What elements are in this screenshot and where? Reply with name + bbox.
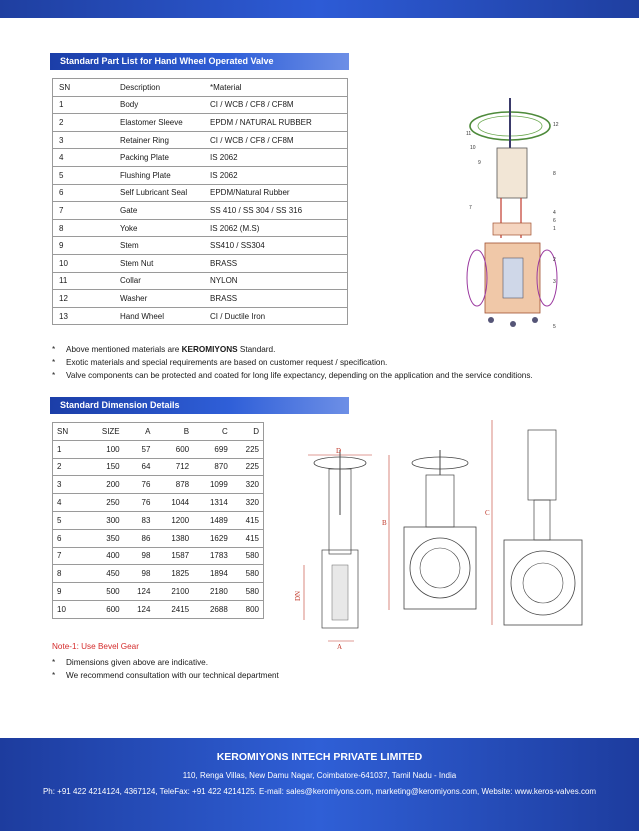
part-material: CI / Ductile Iron	[204, 307, 348, 325]
part-sn: SN	[53, 79, 115, 97]
part-sn: 13	[53, 307, 115, 325]
part-sn: 1	[53, 96, 115, 114]
callout-4: 4	[553, 210, 556, 216]
dim-sn: 7	[53, 547, 86, 565]
dim-b: 600	[154, 440, 193, 458]
company-address: 110, Renga Villas, New Damu Nagar, Coimbatore-641037, Tamil Nadu - India	[182, 771, 457, 780]
callout-1: 1	[553, 226, 556, 232]
dim-label-dn: DN	[294, 590, 302, 601]
parts-table-row	[53, 131, 348, 149]
parts-table-row	[53, 307, 348, 325]
part-material: IS 2062	[204, 166, 348, 184]
dim-size: 250	[85, 494, 124, 512]
parts-table-row	[53, 272, 348, 290]
dim-size: 150	[85, 458, 124, 476]
dimension-table-row	[53, 494, 264, 512]
dim-c: 1629	[193, 529, 232, 547]
part-material: EPDM/Natural Rubber	[204, 184, 348, 202]
dim-size: 450	[85, 565, 124, 583]
header-band	[0, 0, 639, 18]
dim-b: B	[154, 423, 193, 441]
dim-size: 300	[85, 511, 124, 529]
parts-table-row	[53, 114, 348, 132]
dim-c: 870	[193, 458, 232, 476]
part-description: Body	[114, 96, 204, 114]
dim-b: 1200	[154, 511, 193, 529]
part-material: SS410 / SS304	[204, 237, 348, 255]
part-sn: 7	[53, 202, 115, 220]
parts-table	[52, 78, 348, 325]
part-sn: 2	[53, 114, 115, 132]
dim-c: 2180	[193, 583, 232, 601]
part-description: Stem	[114, 237, 204, 255]
parts-table-row	[53, 149, 348, 167]
dim-size: 500	[85, 583, 124, 601]
part-description: Gate	[114, 202, 204, 220]
dim-b: 712	[154, 458, 193, 476]
part-material: NYLON	[204, 272, 348, 290]
dimension-table-row	[53, 600, 264, 618]
part-material: EPDM / NATURAL RUBBER	[204, 114, 348, 132]
dim-c: 1783	[193, 547, 232, 565]
dimension-table-row	[53, 547, 264, 565]
dim-d: 415	[232, 511, 264, 529]
dims-section-title: Standard Dimension Details	[50, 397, 349, 414]
dim-c: 1314	[193, 494, 232, 512]
part-sn: 9	[53, 237, 115, 255]
dim-c: 2688	[193, 600, 232, 618]
material-note-3: * Valve components can be protected and coated for long life expectancy, depending on the application and the service conditions.	[52, 371, 533, 380]
part-material: BRASS	[204, 254, 348, 272]
contact-line: Ph: +91 422 4214124, 4367124, TeleFax: +91 422 4214125. E-mail: sales@keromiyons.com, marketing@keromiyons.com, Website: www.keros-valves.com	[42, 787, 597, 796]
dim-sn: 5	[53, 511, 86, 529]
parts-table-row	[53, 96, 348, 114]
dimension-notes	[52, 640, 279, 682]
dimension-table-row	[53, 529, 264, 547]
dim-c: 1894	[193, 565, 232, 583]
dim-a: 64	[124, 458, 155, 476]
dim-b: 1825	[154, 565, 193, 583]
part-sn: 3	[53, 131, 115, 149]
dim-c: C	[193, 423, 232, 441]
dim-b: 2415	[154, 600, 193, 618]
part-description: Elastomer Sleeve	[114, 114, 204, 132]
dim-b: 1044	[154, 494, 193, 512]
part-sn: 10	[53, 254, 115, 272]
dim-a: 124	[124, 583, 155, 601]
dim-sn: 4	[53, 494, 86, 512]
dim-d: 415	[232, 529, 264, 547]
callout-labels	[455, 88, 570, 338]
dim-sn: 6	[53, 529, 86, 547]
dimension-table-header	[53, 423, 264, 441]
dim-b: 1587	[154, 547, 193, 565]
callout-8: 8	[553, 171, 556, 177]
dim-size: 200	[85, 476, 124, 494]
dim-a: 76	[124, 476, 155, 494]
dim-a: 124	[124, 600, 155, 618]
parts-table-row	[53, 202, 348, 220]
dim-label-a: A	[337, 643, 343, 651]
part-material: CI / WCB / CF8 / CF8M	[204, 96, 348, 114]
dim-size: 400	[85, 547, 124, 565]
dim-d: 225	[232, 458, 264, 476]
part-material: SS 410 / SS 304 / SS 316	[204, 202, 348, 220]
dimension-table-row	[53, 583, 264, 601]
parts-table-row	[53, 166, 348, 184]
dim-label-c: C	[485, 509, 490, 517]
dim-size: SIZE	[85, 423, 124, 441]
company-name: KEROMIYONS INTECH PRIVATE LIMITED	[216, 751, 423, 763]
dim-sn: 1	[53, 440, 86, 458]
dim-d: 800	[232, 600, 264, 618]
part-description: Flushing Plate	[114, 166, 204, 184]
material-note-2: * Exotic materials and special requirements are based on customer request / specification.	[52, 358, 388, 367]
part-description: Washer	[114, 290, 204, 308]
part-sn: 6	[53, 184, 115, 202]
dim-a: 57	[124, 440, 155, 458]
dim-d: 320	[232, 476, 264, 494]
callout-5: 5	[553, 324, 556, 330]
dimension-table-row	[53, 565, 264, 583]
parts-table-row	[53, 219, 348, 237]
dim-sn: 3	[53, 476, 86, 494]
dim-d: D	[232, 423, 264, 441]
part-sn: 8	[53, 219, 115, 237]
dimension-table-row	[53, 440, 264, 458]
material-note-1: * Above mentioned materials are KEROMIYONS Standard.	[52, 345, 276, 354]
dimension-note-2: * We recommend consultation with our technical department	[52, 671, 279, 680]
dim-size: 600	[85, 600, 124, 618]
parts-table-row	[53, 290, 348, 308]
part-description: Packing Plate	[114, 149, 204, 167]
dim-sn: 9	[53, 583, 86, 601]
part-material: BRASS	[204, 290, 348, 308]
dim-c: 699	[193, 440, 232, 458]
part-sn: 5	[53, 166, 115, 184]
part-description: Hand Wheel	[114, 307, 204, 325]
dim-label-d: D	[336, 447, 342, 455]
brand-name: KEROMIYONS	[181, 345, 238, 354]
dimension-note-1: * Dimensions given above are indicative.	[52, 658, 208, 667]
callout-12: 12	[553, 122, 559, 128]
dim-b: 1380	[154, 529, 193, 547]
part-material: IS 2062 (M.S)	[204, 219, 348, 237]
parts-table-header	[53, 79, 348, 97]
material-notes	[52, 343, 533, 382]
dim-c: 1489	[193, 511, 232, 529]
parts-table-row	[53, 254, 348, 272]
part-sn: 11	[53, 272, 115, 290]
dim-b: 2100	[154, 583, 193, 601]
callout-9: 9	[478, 160, 481, 166]
part-sn: 4	[53, 149, 115, 167]
part-description: Description	[114, 79, 204, 97]
part-material: IS 2062	[204, 149, 348, 167]
dim-size: 100	[85, 440, 124, 458]
part-sn: 12	[53, 290, 115, 308]
valve-dimension-drawing	[292, 415, 592, 655]
callout-10: 10	[470, 145, 476, 151]
callout-7: 7	[469, 205, 472, 211]
dim-sn: SN	[53, 423, 86, 441]
callout-6: 6	[553, 218, 556, 224]
dim-sn: 10	[53, 600, 86, 618]
dim-d: 580	[232, 547, 264, 565]
dim-d: 580	[232, 565, 264, 583]
part-description: Yoke	[114, 219, 204, 237]
parts-section-title: Standard Part List for Hand Wheel Operated Valve	[50, 53, 349, 70]
part-description: Stem Nut	[114, 254, 204, 272]
dim-sn: 8	[53, 565, 86, 583]
callout-11: 11	[466, 131, 472, 137]
dim-a: A	[124, 423, 155, 441]
part-description: Collar	[114, 272, 204, 290]
parts-table-row	[53, 184, 348, 202]
callout-2: 2	[553, 257, 556, 263]
callout-3: 3	[553, 279, 556, 285]
dim-sn: 2	[53, 458, 86, 476]
dim-size: 350	[85, 529, 124, 547]
dimension-table	[52, 422, 264, 619]
dim-d: 320	[232, 494, 264, 512]
dim-a: 98	[124, 565, 155, 583]
part-description: Self Lubricant Seal	[114, 184, 204, 202]
bevel-gear-note: Note-1: Use Bevel Gear	[52, 642, 139, 651]
dimension-table-row	[53, 458, 264, 476]
part-material: CI / WCB / CF8 / CF8M	[204, 131, 348, 149]
parts-table-row	[53, 237, 348, 255]
dim-label-b: B	[382, 519, 387, 527]
dim-a: 83	[124, 511, 155, 529]
dim-d: 580	[232, 583, 264, 601]
dimension-table-row	[53, 476, 264, 494]
dim-a: 86	[124, 529, 155, 547]
dim-b: 878	[154, 476, 193, 494]
part-description: Retainer Ring	[114, 131, 204, 149]
dimension-table-row	[53, 511, 264, 529]
part-material: *Material	[204, 79, 348, 97]
dim-d: 225	[232, 440, 264, 458]
footer	[0, 738, 639, 831]
dim-a: 98	[124, 547, 155, 565]
dim-a: 76	[124, 494, 155, 512]
dim-c: 1099	[193, 476, 232, 494]
